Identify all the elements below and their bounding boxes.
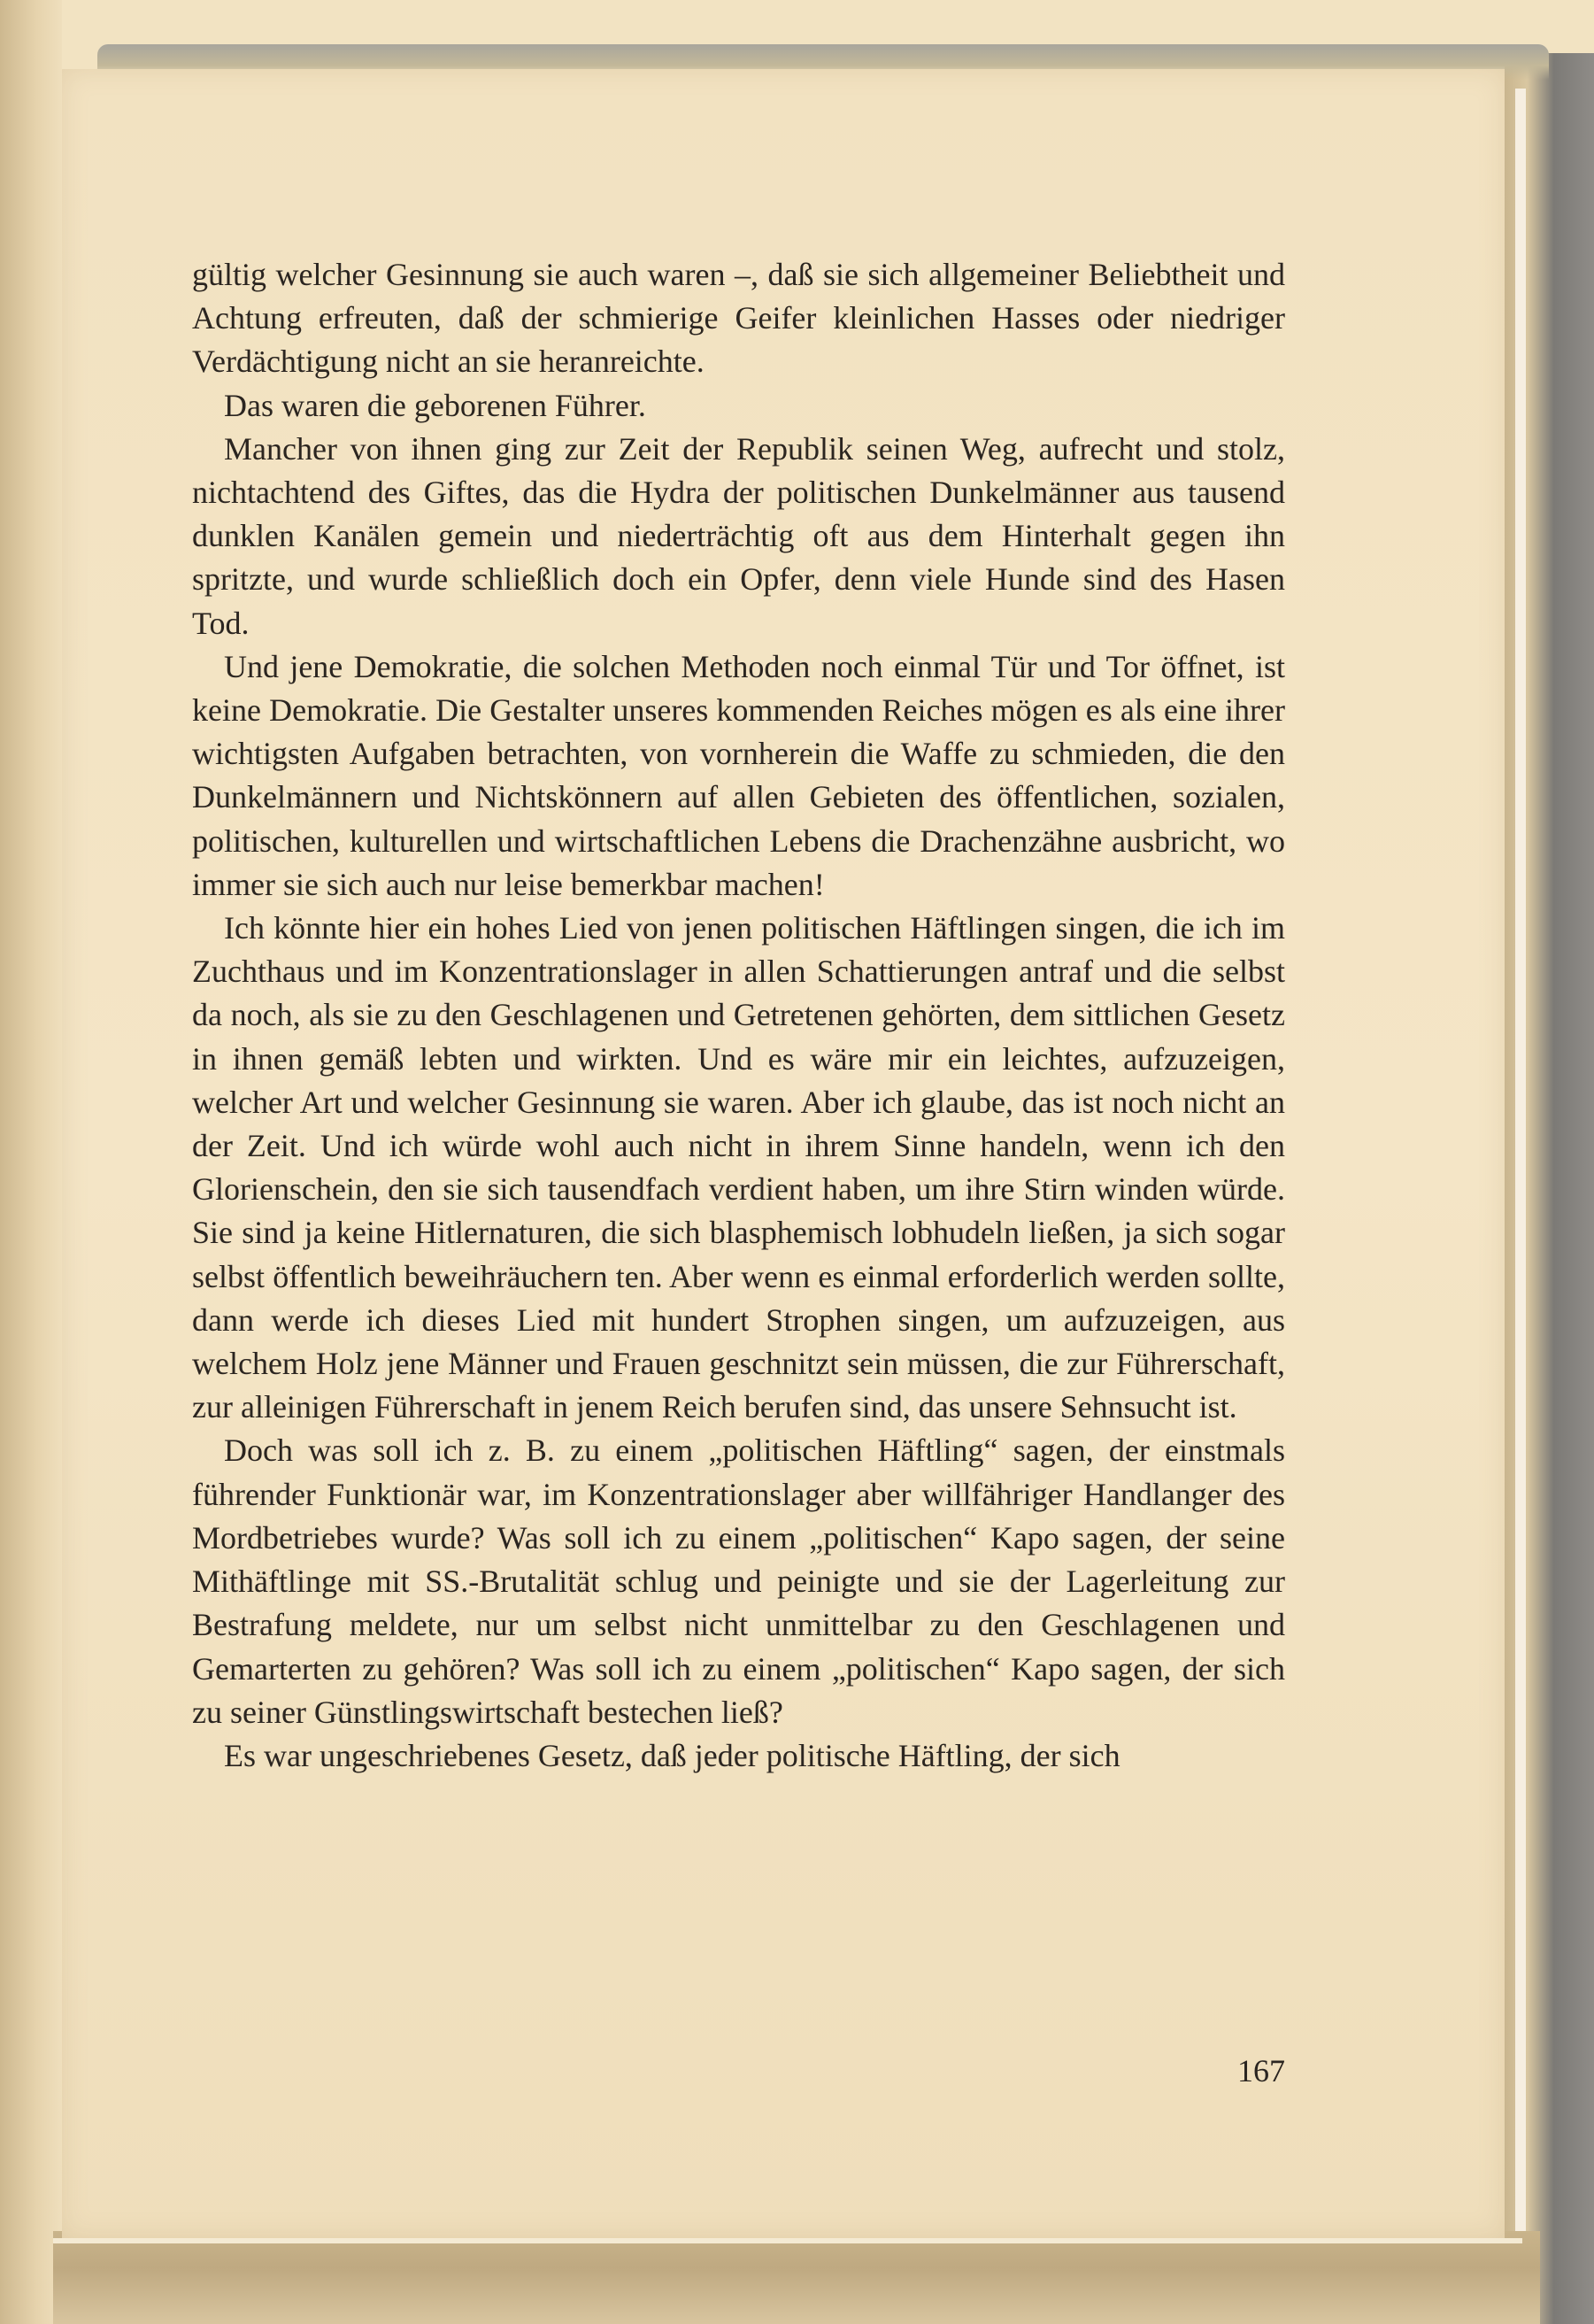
- paragraph-4: Und jene Demokratie, die solchen Methoden noch einmal Tür und Tor öffnet, ist keine Demokratie. Die Gestalter unseres kommenden Reiches mögen es als eine ihrer wichtigsten Aufgaben betrachten, von vornherein die Waffe zu schmieden, die den Dunkelmännern und Nichtskönnern auf allen Gebieten des öffentlichen, sozialen, politischen, kulturellen und wirtschaftlichen Lebens die Drachenzähne ausbricht, wo immer sie sich auch nur leise bemerkbar machen!: [192, 648, 1285, 902]
- paragraph-7: Es war ungeschriebenes Gesetz, daß jeder politische Häftling, der sich: [224, 1737, 1120, 1773]
- paragraph-6: Doch was soll ich z. B. zu einem „politischen Häftling“ sagen, der einstmals führender Funktionär war, im Konzentrationslager aber willfähriger Handlanger des Mordbetriebes wurde? Was soll ich zu einem „politischen“ Kapo sagen, der seine Mithäftlinge mit SS.-Brutalität schlug und peinigte und sie der Lagerleitung zur Bestrafung meldete, nur um selbst nicht unmittelbar zu den Geschlagenen und Gemarterten zu gehören? Was soll ich zu einem „politischen“ Kapo sagen, der sich zu seiner Günstlingswirtschaft bestechen ließ?: [192, 1432, 1285, 1730]
- paragraph-3: Mancher von ihnen ging zur Zeit der Republik seinen Weg, aufrecht und stolz, nichtachtend des Giftes, das die Hydra der politischen Dunkelmänner aus tausend dunklen Kanälen gemein und niederträchtig oft aus dem Hinterhalt gegen ihn spritzte, und wurde schließlich doch ein Opfer, denn viele Hunde sind des Hasen Tod.: [192, 430, 1285, 641]
- bottom-book-edge: [53, 2231, 1540, 2324]
- paragraph-5: Ich könnte hier ein hohes Lied von jenen politischen Häftlingen singen, die ich im Zuchthaus und im Konzentrationslager in allen Schattierungen antraf und die selbst da noch, als sie zu den Geschlagenen und Getretenen gehörten, dem sittlichen Gesetz in ihnen gemäß lebten und wirkten. Und es wäre mir ein leichtes, aufzuzeigen, welcher Art und welcher Gesinnung sie waren. Aber ich glaube, das ist noch nicht an der Zeit. Und ich würde wohl auch nicht in ihrem Sinne handeln, wenn ich den Glorienschein, den sie sich tausendfach verdient haben, um ihre Stirn winden würde. Sie sind ja keine Hitlernaturen, die sich blasphemisch lobhudeln ließen, ja sich sogar selbst öffentlich beweihräuchern ten. Aber wenn es einmal erforderlich werden sollte, dann werde ich dieses Lied mit hundert Strophen singen, um aufzuzeigen, aus welchem Holz jene Männer und Frauen geschnitzt sein müssen, die zur Führerschaft, zur alleinigen Führerschaft in jenem Reich berufen sind, das unsere Sehnsucht ist.: [192, 910, 1285, 1425]
- body-text: [192, 253, 1285, 1778]
- page-number: 167: [1237, 2053, 1285, 2089]
- bottom-paper-strip: [53, 2238, 1522, 2243]
- paragraph-2: Das waren die geborenen Führer.: [224, 387, 646, 423]
- left-page-edge: [0, 0, 62, 2324]
- paragraph-1: gültig welcher Gesinnung sie auch waren –, daß sie sich allgemeiner Beliebtheit und Achtung erfreuten, daß der schmierige Geifer kleinlichen Hasses oder niedriger Verdächtigung nicht an sie heranreichte.: [192, 257, 1285, 380]
- right-paper-strip: [1515, 89, 1526, 2231]
